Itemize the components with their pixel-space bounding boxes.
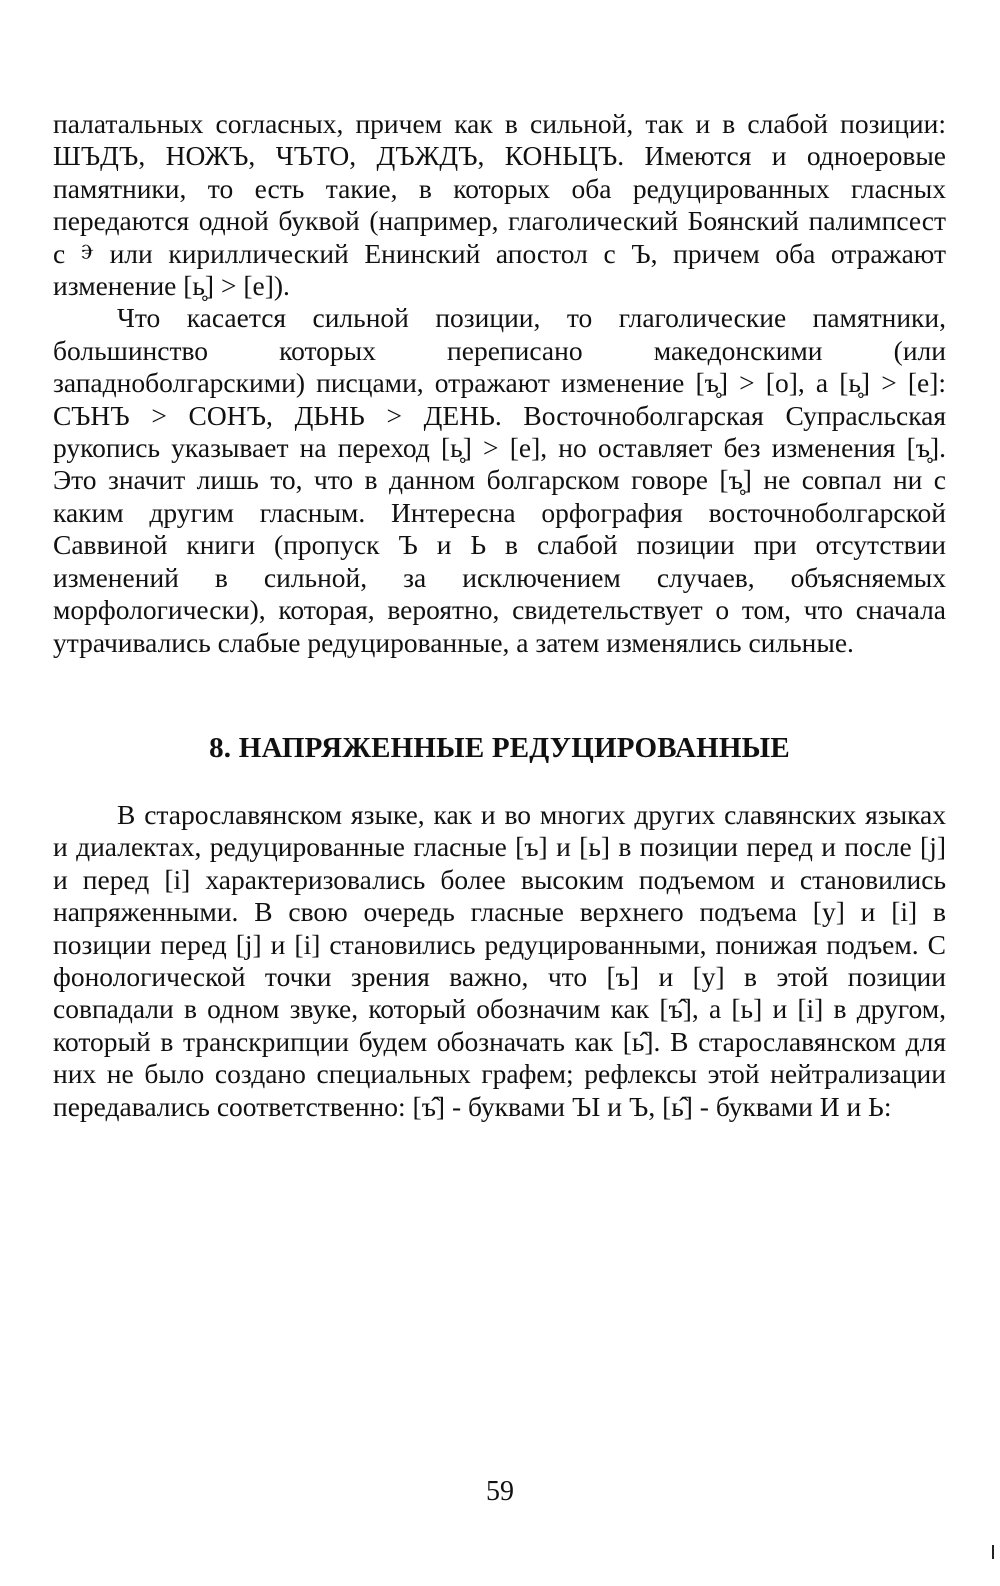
paragraph-strong-position: Что касается сильной позиции, то глаголические памятники, большинство которых переписано македонскими (или западноболгарскими) писцами, отражают изменение [ъ̥] > [o], а [ь̥] > [e]: СЪНЪ > СОНЪ, ДЬНЬ > ДЕНЬ. Восточноболгарская Супрасльская рукопись указывает на переход [ь̥] > [e], но оставляет без изменения [ъ̥]. Это значит лишь то, что в данном болгарском говоре [ъ̥] не совпал ни с каким другим гласным. Интересна орфография восточноболгарской Саввиной книги (пропуск Ъ и Ь в слабой позиции при отсутствии изменений в сильной, за исключением случаев, объясняемых морфологически), которая, вероятно, свидетельствует о том, что сначала утрачивались слабые редуцированные, а затем изменялись сильные. [53, 302, 946, 658]
paragraph-tense-reduced: В старославянском языке, как и во многих других славянских языках и диалектах, редуцированные гласные [ъ] и [ь] в позиции перед и после [j] и перед [i] характеризовались более высоким подъемом и становились напряженными. В свою очередь гласные верхнего подъема [y] и [i] в позиции перед [j] и [i] становились редуцированными, понижая подъем. С фонологической точки зрения важно, что [ъ] и [y] в этой позиции совпадали в одном звуке, который обозначим как [ъ̂], а [ь] и [i] в другом, который в транскрипции будем обозначать как [ь̂]. В старославянском для них не было создано специальных графем; рефлексы этой нейтрализации передавались соответственно: [ъ̂] - буквами ЪІ и Ъ, [ь̂] - буквами И и Ь: [53, 798, 946, 1122]
scan-edge-mark [992, 1545, 994, 1559]
page-content [53, 108, 946, 1123]
page-number: 59 [486, 1476, 514, 1507]
paragraph-continuation: палатальных согласных, причем как в сильной, так и в слабой позиции: ШЪДЪ, НОЖЪ, ЧЪТО, ДЪЖДЪ, КОНЬЦЪ. Имеются и одноеровые памятники, то есть такие, в которых оба редуцированных гласных передаются одной буквой (например, глаголический Боянский палимпсест с ⰵ или кириллический Енинский апостол с Ъ, причем оба отражают изменение [ь̥] > [e]). [53, 108, 946, 302]
section-heading: 8. НАПРЯЖЕННЫЕ РЕДУЦИРОВАННЫЕ [209, 731, 790, 764]
